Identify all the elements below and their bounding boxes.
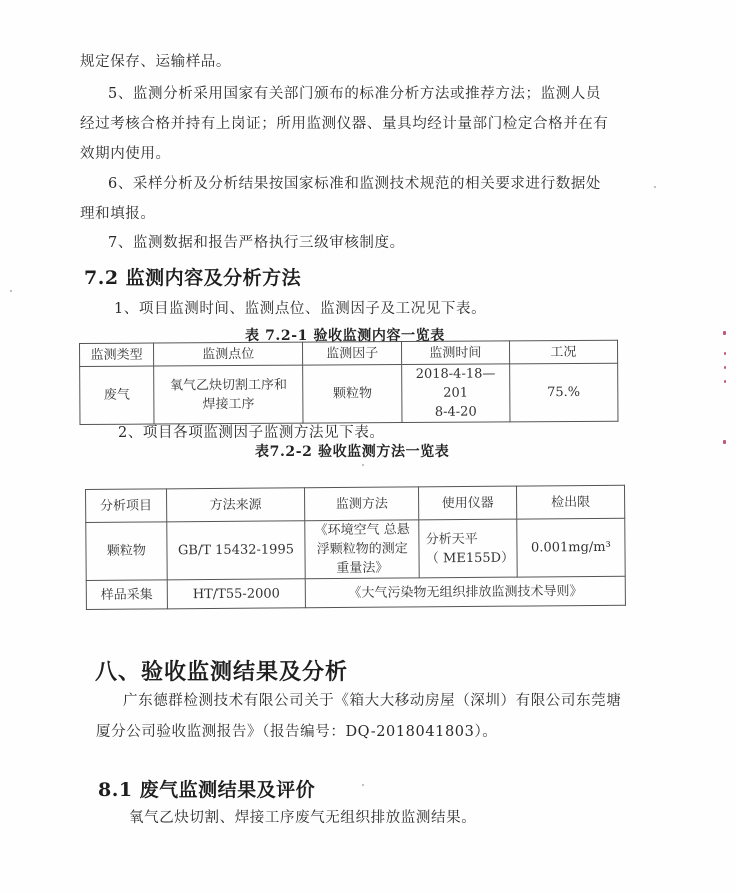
table-1-cell-factor: 颗粒物 [303, 365, 402, 424]
table-2-cell-source: GB/T 15432-1995 [167, 521, 306, 580]
table-2-header-instrument: 使用仪器 [419, 486, 517, 520]
table-row [86, 518, 625, 580]
table-1-header-location: 监测点位 [154, 342, 303, 366]
table-1-cell-time [402, 364, 510, 423]
location-line-1: 氧气乙炔切割工序和 [169, 377, 287, 393]
paragraph-6-line-1: 6、采样分析及分析结果按国家标准和监测技术规范的相关要求进行数据处 [108, 176, 602, 192]
paragraph-5-line-2: 经过考核合格并持有上岗证；所用监测仪器、量具均经计量部门检定合格并在有 [80, 116, 609, 132]
table-1-header-factor: 监测因子 [303, 342, 402, 366]
table-2-header-source: 方法来源 [166, 488, 305, 522]
monitoring-method-table [85, 485, 626, 610]
table-1-header-time: 监测时间 [402, 341, 510, 365]
scan-mark [724, 366, 726, 369]
section-8-1-paragraph: 氧气乙炔切割、焊接工序废气无组织排放监测结果。 [129, 810, 477, 826]
paragraph-6-line-2: 理和填报。 [80, 206, 156, 222]
table-2-caption: 表7.2-2 验收监测方法一览表 [255, 444, 450, 460]
section-7-2-item-1: 1、项目监测时间、监测点位、监测因子及工况见下表。 [114, 301, 487, 317]
scan-dot [10, 290, 12, 292]
scan-dot [654, 186, 656, 188]
paragraph-continuation: 规定保存、运输样品。 [80, 54, 231, 70]
section-7-2-item-2: 2、项目各项监测因子监测方法见下表。 [118, 425, 385, 441]
table-2-cell-source: HT/T55-2000 [167, 579, 306, 609]
paragraph-5-line-3: 效期内使用。 [80, 146, 171, 162]
table-2-cell-method-merged: 《大气污染物无组织排放监测技术导则》 [305, 576, 625, 608]
instrument-line-2: （ ME155D） [425, 550, 515, 566]
section-7-2-heading: 7.2 监测内容及分析方法 [84, 267, 302, 289]
method-line-3: 重量法》 [336, 560, 389, 577]
table-1-header-type: 监测类型 [80, 343, 154, 366]
section-8-1-heading: 8.1 废气监测结果及评价 [98, 779, 316, 801]
section-8-paragraph-line-2: 厦分公司验收监测报告》（报告编号：DQ-2018041803）。 [96, 724, 498, 740]
method-line-2: 浮颗粒物的测定 [316, 541, 408, 558]
scan-mark [724, 380, 726, 383]
time-line-2: 8-4-20 [434, 404, 477, 420]
table-1-cell-condition: 75.% [509, 363, 618, 422]
table-2-cell-item: 颗粒物 [86, 522, 167, 581]
table-row [86, 576, 625, 609]
table-2-cell-method [305, 520, 420, 579]
paragraph-5-line-1: 5、监测分析采用国家有关部门颁布的标准分析方法或推荐方法；监测人员 [108, 86, 602, 102]
table-2-header-limit: 检出限 [516, 485, 624, 519]
monitoring-content-table [79, 340, 618, 425]
paragraph-7: 7、监测数据和报告严格执行三级审核制度。 [108, 235, 405, 251]
section-8-heading: 八、验收监测结果及分析 [95, 659, 349, 685]
instrument-line-1: 分析天平 [425, 531, 478, 547]
scan-mark [723, 331, 726, 335]
scan-dot [362, 464, 364, 466]
table-2-cell-item: 样品采集 [86, 580, 167, 610]
table-1-cell-location [154, 365, 304, 424]
scan-mark [724, 352, 726, 355]
scan-mark [723, 440, 726, 444]
table-row [80, 363, 618, 424]
table-1-caption: 表 7.2-1 验收监测内容一览表 [245, 328, 445, 344]
table-2-cell-instrument [419, 519, 517, 578]
method-line-1: 《环境空气 总悬 [314, 522, 410, 539]
section-8-paragraph-line-1: 广东德群检测技术有限公司关于《箱大大移动房屋（深圳）有限公司东莞塘 [123, 693, 622, 709]
table-2-header-item: 分析项目 [86, 489, 167, 523]
time-line-1: 2018-4-18—201 [415, 366, 496, 401]
table-2-header-method: 监测方法 [305, 487, 419, 521]
table-1-header-condition: 工况 [509, 340, 617, 364]
scan-dot [362, 784, 364, 786]
table-1-cell-type: 废气 [80, 366, 154, 424]
table-2-cell-limit: 0.001mg/m³ [517, 518, 626, 577]
location-line-2: 焊接工序 [202, 396, 255, 412]
